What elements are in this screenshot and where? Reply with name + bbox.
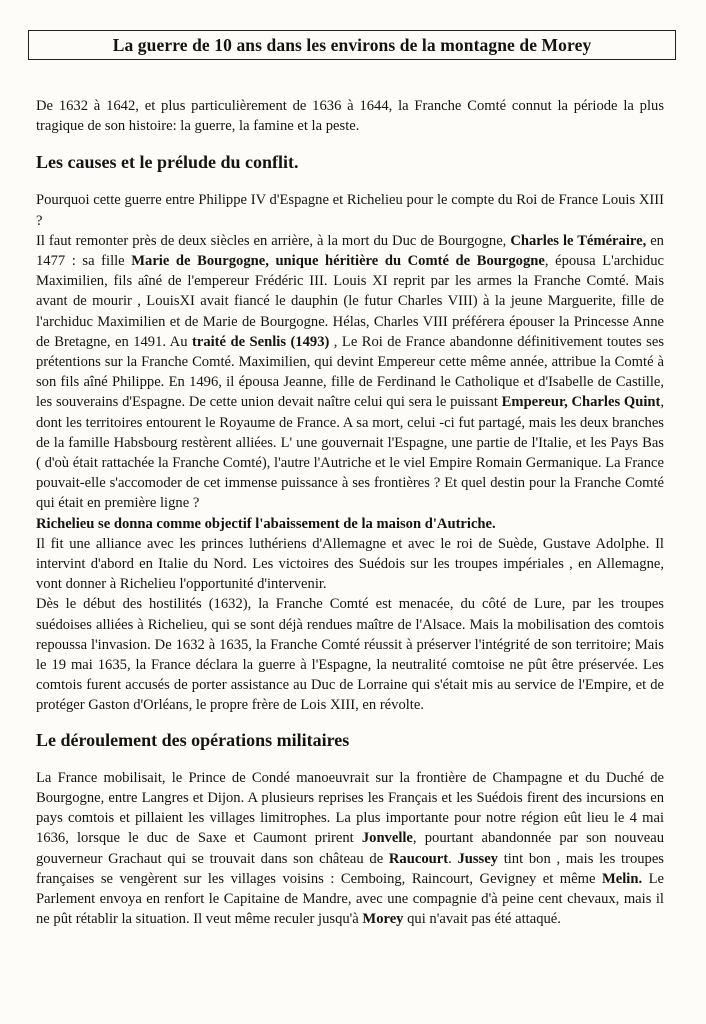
title-box xyxy=(28,30,676,60)
text-run: qui n'avait pas été attaqué. xyxy=(403,911,561,928)
text-run: , dont les territoires entourent le Royaume de France. A sa mort, celui -ci fut partagé, mais les deux branches de la famille Habsbourg restèrent alliées. L' une gouvernait l'Espagne, une partie de l'Italie, et les Pays Bas ( d'où était rattachée la Franche Comté), l'autre l'Autriche et le viel Empire Romain Germanique. La France pouvait-elle s'accomoder de cet immense puissance à ses frontières ? Et quel destin pour la Franche Comté qui était en première ligne ? xyxy=(36,394,665,512)
text-run: , Le Roi de France abandonne définitivement toutes ses prétentions sur la Franche Comté. Maximilien, qui devint Empereur cette même année, attribue la Comté à son fils aîné Philippe. En 1496, il épousa Jeanne, fille de Ferdinand le Catholique et d'Isabelle de Castille, les souverains d'Espagne. De cette union devait naître celui qui sera le puissant xyxy=(36,333,664,411)
bold-text-run: traité de Senlis (1493) xyxy=(191,333,330,350)
page-title: La guerre de 10 ans dans les environs de la montagne de Morey xyxy=(112,34,592,55)
text-run: La France mobilisait, le Prince de Condé manoeuvrait sur la frontière de Champagne et du Duché de Bourgogne, entre Langres et Dijon. A plusieurs reprises les Français et les Suédois firent des incursions en pays comtois et pillaient les villages limitrophes. La plus importante pour notre région eût lieu le 4 mai 1636, lorsque le duc de Saxe et Caumont prirent xyxy=(36,769,664,847)
text-run: tint bon , mais les troupes françaises se vengèrent sur les villages voisins : Cemboing, Raincourt, Gevigney et même xyxy=(36,850,664,887)
intro-paragraph: De 1632 à 1642, et plus particulièrement de 1636 à 1644, la Franche Comté connut la période la plus tragique de son histoire: la guerre, la famine et la peste. xyxy=(36,98,664,135)
text-run: Le Parlement envoya en renfort le Capitaine de Mandre, avec une compagnie d'à peine cent chevaux, mais il ne pût rétablir la situation. Il veut même reculer jusqu'à xyxy=(36,870,665,928)
bold-text-run: Marie de Bourgogne, unique héritière du Comté de Bourgogne xyxy=(131,253,545,270)
causes-paragraph-1: Pourquoi cette guerre entre Philippe IV d'Espagne et Richelieu pour le compte du Roi de France Louis XIII ? xyxy=(36,192,664,229)
section-heading-causes: Les causes et le prélude du conflit. xyxy=(36,152,299,173)
text-run: , épousa L'archiduc Maximilien, fils aîné de l'empereur Frédéric III. Louis XI reprit par les armes la Franche Comté. Mais avant de mourir , LouisXI avait fiancé le dauphin (le futur Charles VIII) à la jeune Marguerite, fille de l'archiduc Maximilien et de Marie de Bourgogne. Hélas, Charles VIII préférera épouser la Princesse Anne de Bretagne, en 1491. Au xyxy=(36,253,664,350)
text-run: , pourtant abandonnée par son nouveau gouverneur Grachaut qui se trouvait dans son château de xyxy=(36,830,664,867)
bold-text-run: Empereur, Charles Quint xyxy=(501,394,661,411)
bold-text-run: Morey xyxy=(362,911,404,928)
text-run: Il faut remonter près de deux siècles en arrière, à la mort du Duc de Bourgogne, xyxy=(36,232,511,249)
bold-text-run: Raucourt xyxy=(388,850,449,867)
section-heading-operations: Le déroulement des opérations militaires xyxy=(36,729,350,750)
bold-text-run: Jussey xyxy=(457,850,498,867)
causes-paragraph-3 xyxy=(36,514,664,534)
text-run: en 1477 : sa fille xyxy=(36,232,664,270)
text-run: . xyxy=(448,850,458,867)
bold-text-run: Melin. xyxy=(601,870,643,887)
causes-paragraph-2 xyxy=(36,231,664,514)
richelieu-objective: Richelieu se donna comme objectif l'abaissement de la maison d'Autriche. xyxy=(36,515,496,532)
operations-paragraph-1 xyxy=(36,768,664,930)
bold-text-run: Charles le Téméraire, xyxy=(510,232,647,249)
causes-paragraph-5: Dès le début des hostilités (1632), la Franche Comté est menacée, du côté de Lure, par les troupes suédoises alliées à Richelieu, qui se sont déjà rendues maître de l'Alsace. Mais la mobilisation des comtois repoussa l'invasion. De 1632 à 1635, la Franche Comté réussit à préserver l'intégrité de son territoire; Mais le 19 mai 1635, la France déclara la guerre à l'Espagne, la neutralité comtoise ne pût être préservée. Les comtois furent accusés de porter assistance au Duc de Lorraine qui s'était mis au service de l'Empire, et de protéger Gaston d'Orléans, le propre frère de Lois XIII, en révolte. xyxy=(36,596,664,714)
document-body xyxy=(36,96,664,929)
bold-text-run: Jonvelle xyxy=(361,830,413,847)
causes-paragraph-4: Il fit une alliance avec les princes luthériens d'Allemagne et avec le roi de Suède, Gustave Adolphe. Il intervint d'abord en Italie du Nord. Les victoires des Suédois sur les troupes impériales , en Allemagne, vont donner à Richelieu l'opportunité d'intervenir. xyxy=(36,535,664,593)
